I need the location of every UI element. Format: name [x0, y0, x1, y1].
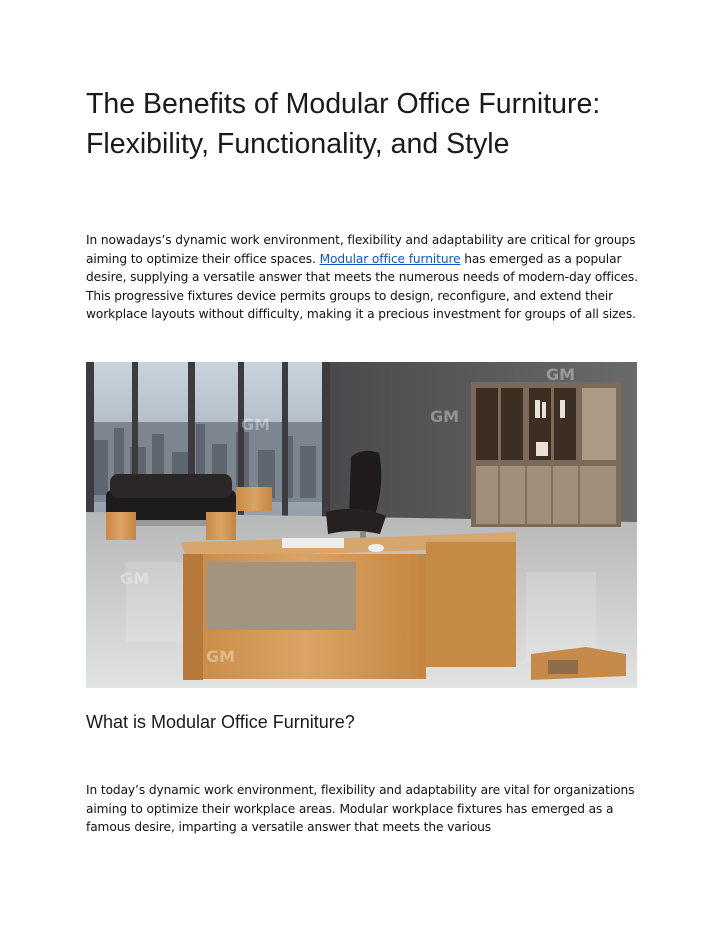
intro-paragraph: [86, 231, 642, 324]
watermark-5: GM: [206, 647, 236, 666]
watermark-4: GM: [430, 407, 460, 426]
intro-text-before: In nowadays’s dynamic work environment, flexibility and adaptability are critical for groups aiming to optimize their office spaces.: [86, 233, 636, 266]
section-heading: What is Modular Office Furniture?: [86, 712, 355, 732]
bookcase: [471, 382, 621, 527]
office-furniture-photo: [86, 362, 637, 688]
watermark-1: GM: [241, 415, 271, 434]
watermark-3: GM: [546, 365, 576, 384]
watermark-2: GM: [120, 569, 150, 588]
page-title: The Benefits of Modular Office Furniture: Flexibility, Functionality, and Style: [86, 88, 601, 160]
section-paragraph: In today’s dynamic work environment, flexibility and adaptability are vital for organizations aiming to optimize their workplace areas. Modular workplace fixtures has emerged as a famous desire, imparting a versatile answer that meets the various: [86, 783, 635, 835]
intro-text-after: has emerged as a popular desire, supplying a versatile answer that meets the numerous needs of modern-day offices. This progressive fixtures device permits groups to design, reconfigure, and extend their workplace layouts without difficulty, making it a precious investment for groups of all sizes.: [86, 251, 638, 322]
modular-furniture-link[interactable]: Modular office furniture: [319, 251, 461, 266]
